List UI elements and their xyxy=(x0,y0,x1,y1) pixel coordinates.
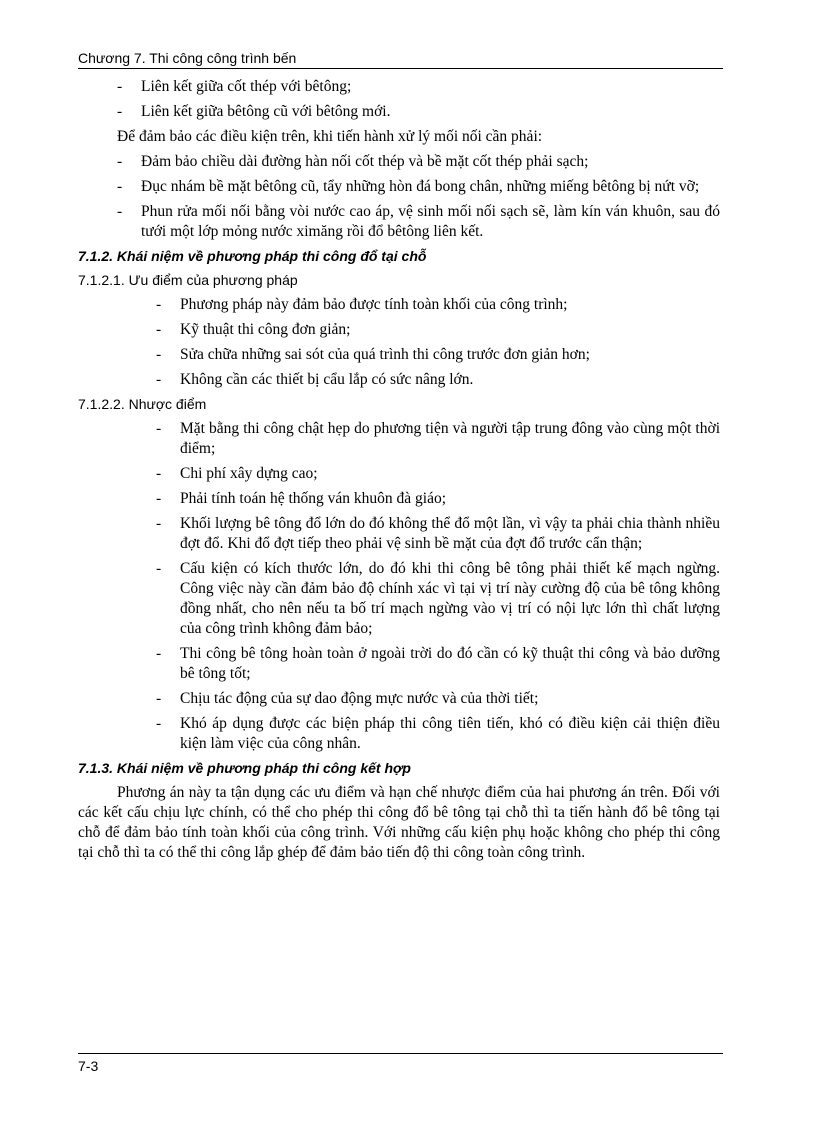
bullet-dash: - xyxy=(156,465,162,482)
list-item: - Đảm bảo chiều dài đường hàn nối cốt thép và bề mặt cốt thép phải sạch; xyxy=(117,153,589,170)
list-item: - Chịu tác động của sự dao động mực nước và của thời tiết; xyxy=(156,690,539,707)
list-item: - Thi công bê tông hoàn toàn ở ngoài trời do đó cần có kỹ thuật thi công và bảo dưỡng bê tông tốt; xyxy=(156,645,720,682)
list-item: - Kỹ thuật thi công đơn giản; xyxy=(156,321,351,338)
bullet-dash: - xyxy=(156,346,162,363)
bullet-dash: - xyxy=(156,645,162,662)
list-item: - Mặt bằng thi công chật hẹp do phương tiện và người tập trung đông vào cùng một thời điểm; xyxy=(156,420,720,457)
bullet-dash: - xyxy=(117,178,123,195)
bullet-dash: - xyxy=(117,103,123,120)
page-number: 7-3 xyxy=(78,1058,99,1074)
bullet-dash: - xyxy=(156,420,162,437)
running-header: Chương 7. Thi công công trình bến xyxy=(78,50,297,66)
list-item: - Cấu kiện có kích thước lớn, do đó khi thi công bê tông phải thiết kế mạch ngừng. Công việc này cần đảm bảo độ chính xác vì tại vị trí này cường độ của bê tông không đồng nhất, cho nên nếu ta bố trí mạch ngừng vào vị trí có nội lực lớn thì chất lượng của công trình không đảm bảo; xyxy=(156,560,720,637)
list-item: - Không cần các thiết bị cẩu lắp có sức nâng lớn. xyxy=(156,371,474,388)
footer-rule xyxy=(78,1053,723,1054)
bullet-dash: - xyxy=(156,690,162,707)
list-item: - Liên kết giữa bêtông cũ với bêtông mới. xyxy=(117,103,391,120)
bullet-dash: - xyxy=(156,715,162,732)
page-body xyxy=(78,77,720,868)
list-item: - Sửa chữa những sai sót của quá trình thi công trước đơn giản hơn; xyxy=(156,346,590,363)
bullet-dash: - xyxy=(156,296,162,313)
bullet-dash: - xyxy=(156,490,162,507)
list-item: - Phun rửa mối nối bằng vòi nước cao áp, vệ sinh mối nối sạch sẽ, làm kín ván khuôn, sau đó tưới một lớp mỏng nước ximăng rồi đổ bêtông liên kết. xyxy=(117,203,720,240)
bullet-dash: - xyxy=(156,560,162,577)
list-item: - Liên kết giữa cốt thép với bêtông; xyxy=(117,78,352,95)
subsection-heading-advantages: 7.1.2.1. Ưu điểm của phương pháp xyxy=(78,272,298,288)
header-rule xyxy=(78,68,723,69)
bullet-dash: - xyxy=(156,371,162,388)
bullet-dash: - xyxy=(117,203,123,220)
list-item: - Đục nhám bề mặt bêtông cũ, tẩy những hòn đá bong chân, những miếng bêtông bị nứt vỡ; xyxy=(117,178,700,195)
advantages-list xyxy=(78,295,720,390)
list-item: - Phương pháp này đảm bảo được tính toàn khối của công trình; xyxy=(156,296,568,313)
bullet-dash: - xyxy=(156,321,162,338)
subsection-heading-disadvantages: 7.1.2.2. Nhược điểm xyxy=(78,396,207,412)
list-item: - Chi phí xây dựng cao; xyxy=(156,465,318,482)
disadvantages-list xyxy=(78,419,720,754)
body-paragraph: Phương án này ta tận dụng các ưu điểm và hạn chế nhược điểm của hai phương án trên. Đối với các kết cấu chịu lực chính, có thể cho phép thi công đổ bê tông tại chỗ thì ta tiến hành đổ bê tông tại chỗ để đảm bảo tính toàn khối của công trình. Với những cấu kiện phụ hoặc không cho phép thi công tại chỗ thì ta có thể thi công lắp ghép để đảm bảo tiến độ thi công toàn công trình. xyxy=(78,784,720,861)
section-heading-7-1-3: 7.1.3. Khái niệm về phương pháp thi công kết hợp xyxy=(78,760,411,776)
list-item: - Phải tính toán hệ thống ván khuôn đà giáo; xyxy=(156,490,447,507)
bullet-dash: - xyxy=(156,515,162,532)
bullet-dash: - xyxy=(117,153,123,170)
list-item: - Khối lượng bê tông đổ lớn do đó không thể đổ một lần, vì vậy ta phải chia thành nhiều đợt đổ. Khi đổ đợt tiếp theo phải vệ sinh bề mặt của đợt đổ trước cẩn thận; xyxy=(156,515,720,552)
intro-paragraph: Để đảm bảo các điều kiện trên, khi tiến hành xử lý mối nối cần phải: xyxy=(117,128,543,145)
bullet-dash: - xyxy=(117,78,123,95)
list-item: - Khó áp dụng được các biện pháp thi công tiên tiến, khó có điều kiện cải thiện điều kiện làm việc của công nhân. xyxy=(156,715,720,752)
section-heading-7-1-2: 7.1.2. Khái niệm về phương pháp thi công đổ tại chỗ xyxy=(78,248,427,264)
